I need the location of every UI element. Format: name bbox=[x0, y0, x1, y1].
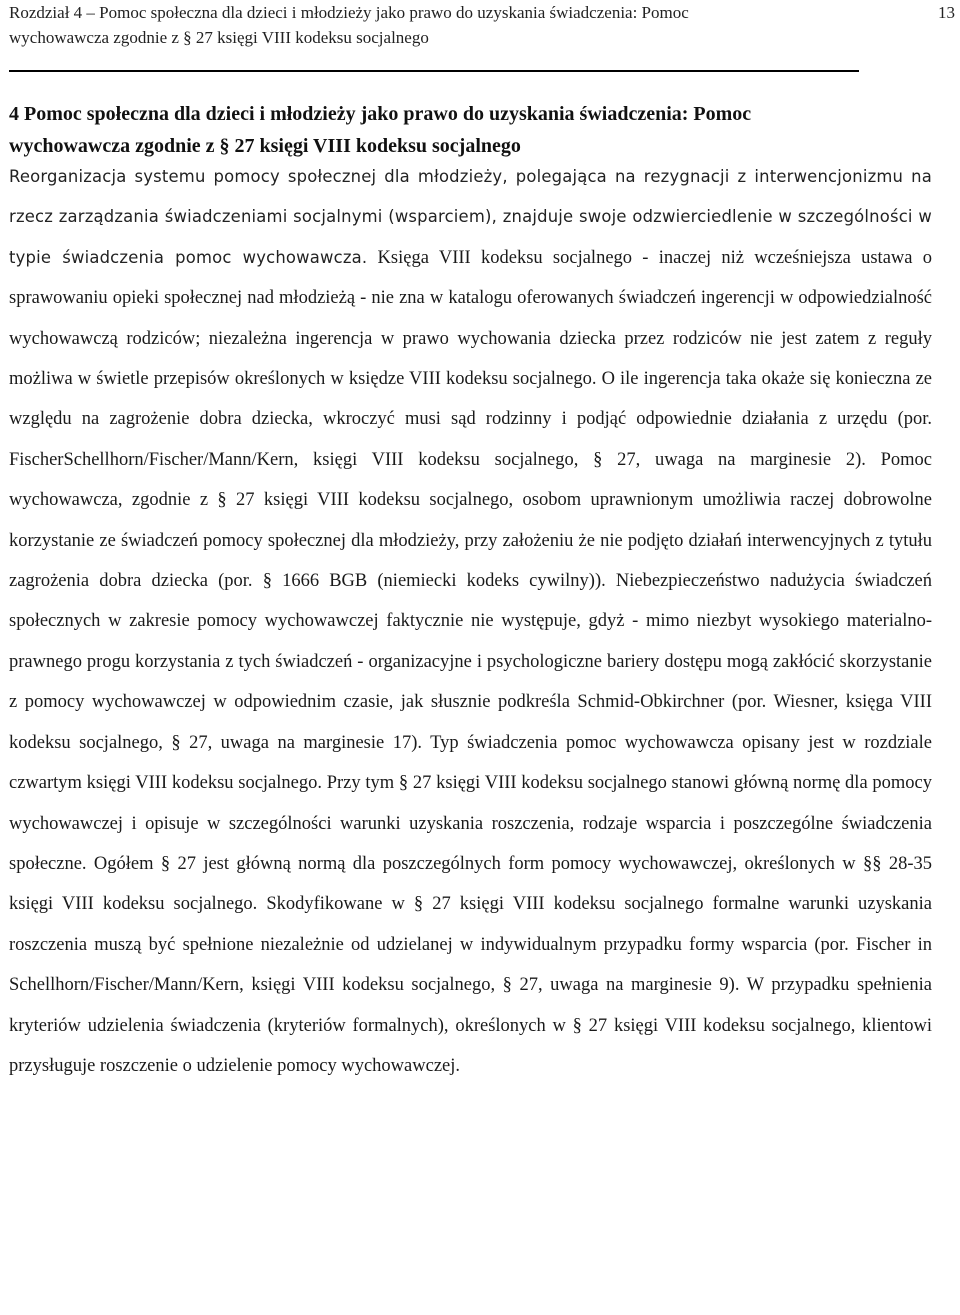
header-divider bbox=[9, 70, 859, 72]
chapter-heading-line-2: wychowawcza zgodnie z § 27 księgi VIII kodeksu socjalnego bbox=[9, 135, 521, 157]
chapter-heading bbox=[9, 98, 939, 162]
chapter-heading-line-1: 4 Pomoc społeczna dla dzieci i młodzieży jako prawo do uzyskania świadczenia: Pomoc bbox=[9, 103, 752, 125]
page-number: 13 bbox=[938, 3, 955, 22]
body-intro-text: Reorganizacja systemu pomocy społecznej dla młodzieży, polegająca na rezygnacji z interwencjonizmu na rzecz zarządzania świadczeniami socjalnymi (wsparciem), znajduje swoje odzwierciedlenie w szczególności w typie świadczenia pomoc wychowawcza. bbox=[9, 167, 932, 267]
running-header bbox=[9, 0, 869, 50]
running-header-line-1: Rozdział 4 – Pomoc społeczna dla dzieci i młodzieży jako prawo do uzyskania świadczenia: Pomoc bbox=[9, 3, 689, 22]
body-paragraph bbox=[9, 157, 932, 1086]
running-header-line-2: wychowawcza zgodnie z § 27 księgi VIII kodeksu socjalnego bbox=[9, 28, 429, 47]
body-main-text: Księga VIII kodeksu socjalnego - inaczej niż wcześniejsza ustawa o sprawowaniu opieki społecznej nad młodzieżą - nie zna w katalogu oferowanych świadczeń ingerencji w odpowiedzialność wychowawczą rodziców; niezależna ingerencja w prawo wychowania dziecka przez rodziców nie jest zatem z reguły możliwa w świetle przepisów określonych w księdze VIII kodeksu socjalnego. O ile ingerencja taka okaże się konieczna ze względu na zagrożenie dobra dziecka, wkroczyć musi sąd rodzinny i podjąć odpowiednie działania z urzędu (por. FischerSchellhorn/Fischer/Mann/Kern, księgi VIII kodeksu socjalnego, § 27, uwaga na marginesie 2). Pomoc wychowawcza, zgodnie z § 27 księgi VIII kodeksu socjalnego, osobom uprawnionym umożliwia raczej dobrowolne korzystanie ze świadczeń pomocy społecznej dla młodzieży, przy założeniu że nie podjęto działań interwencyjnych z tytułu zagrożenia dobra dziecka (por. § 1666 BGB (niemiecki kodeks cywilny)). Niebezpieczeństwo nadużycia świadczeń społecznych w zakresie pomocy wychowawczej faktycznie nie występuje, gdyż - mimo niezbyt wysokiego materialno-prawnego progu korzystania z tych świadczeń - organizacyjne i psychologiczne bariery dostępu mogą zakłócić skorzystanie z pomocy wychowawczej w odpowiednim czasie, jak słusznie podkreśla Schmid-Obkirchner (por. Wiesner, księga VIII kodeksu socjalnego, § 27, uwaga na marginesie 17). Typ świadczenia pomoc wychowawcza opisany jest w rozdziale czwartym księgi VIII kodeksu socjalnego. Przy tym § 27 księgi VIII kodeksu socjalnego stanowi główną normę dla pomocy wychowawczej i opisuje w szczególności warunki uzyskania roszczenia, rodzaje wsparcia i poszczególne świadczenia społeczne. Ogółem § 27 jest główną normą dla poszczególnych form pomocy wychowawczej, określonych w §§ 28-35 księgi VIII kodeksu socjalnego. Skodyfikowane w § 27 księgi VIII kodeksu socjalnego formalne warunki uzyskania roszczenia muszą być spełnione niezależnie od udzielanej w indywidualnym przypadku formy wsparcia (por. Fischer in Schellhorn/Fischer/Mann/Kern, księgi VIII kodeksu socjalnego, § 27, uwaga na marginesie 9). W przypadku spełnienia kryteriów udzielenia świadczenia (kryteriów formalnych), określonych w § 27 księgi VIII kodeksu socjalnego, klientowi przysługuje roszczenie o udzielenie pomocy wychowawczej. bbox=[9, 247, 933, 1076]
